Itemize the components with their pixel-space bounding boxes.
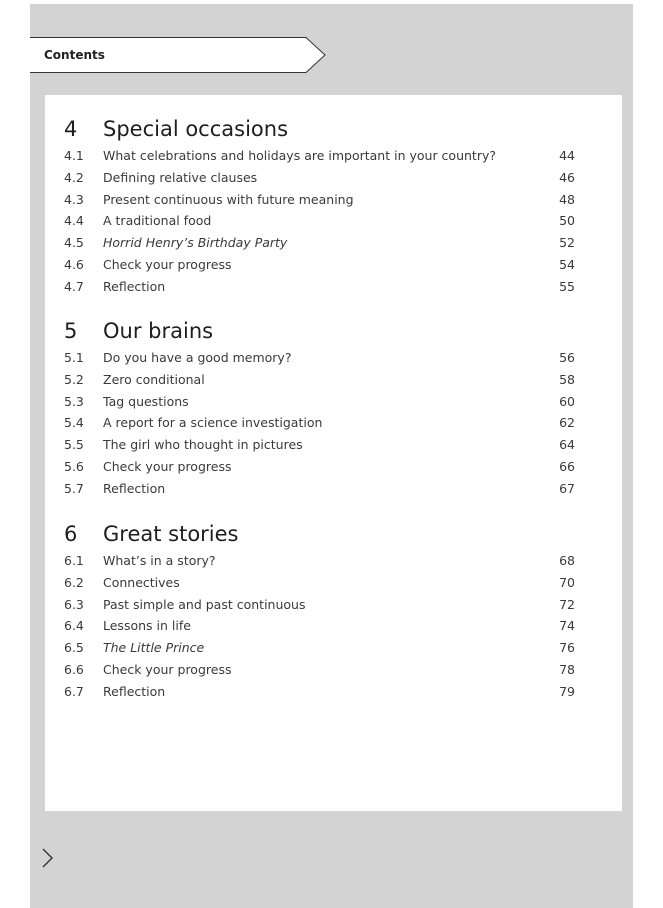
lesson-page-number: 50 [559,213,575,229]
lesson-row[interactable] [64,369,575,391]
lesson-title[interactable]: Zero conditional [103,371,205,387]
lesson-number: 5.2 [64,371,84,387]
lesson-page-number: 55 [559,278,575,294]
lesson-number: 6.5 [64,640,84,656]
lesson-number: 6.7 [64,683,84,699]
lesson-title[interactable]: Connectives [103,574,180,590]
lesson-row[interactable] [64,615,575,637]
lesson-page-number: 72 [559,596,575,612]
lesson-title[interactable]: Reflection [103,683,166,699]
lesson-title[interactable]: Check your progress [103,661,232,677]
lesson-page-number: 67 [559,480,575,496]
lesson-title[interactable]: Check your progress [103,256,232,272]
lesson-page-number: 48 [559,191,575,207]
lesson-title[interactable]: What celebrations and holidays are important in your country? [103,148,496,163]
lesson-row[interactable] [64,594,575,616]
lesson-page-number: 56 [559,350,575,365]
lesson-page-number: 46 [559,169,575,185]
lesson-page-number: 64 [559,437,575,453]
contents-tab [30,37,326,73]
lesson-page-number: 79 [559,683,575,699]
lesson-title[interactable]: What’s in a story? [103,553,216,568]
lesson-title[interactable]: Do you have a good memory? [103,350,292,365]
lesson-row[interactable] [64,232,575,254]
lesson-page-number: 76 [559,640,575,656]
lesson-row[interactable] [64,276,575,298]
lesson-number: 6.3 [64,596,84,612]
lesson-title[interactable]: The Little Prince [103,640,205,656]
lesson-title[interactable]: Lessons in life [103,618,191,634]
contents-sheet [45,95,622,811]
lesson-number: 6.4 [64,618,84,634]
lesson-title[interactable]: The girl who thought in pictures [103,437,303,453]
unit-header [64,319,575,347]
lesson-number: 6.2 [64,574,84,590]
lesson-page-number: 52 [559,235,575,251]
lesson-row[interactable] [64,210,575,232]
unit-title: Great stories [103,522,239,546]
unit-6 [64,522,575,703]
unit-title: Our brains [103,319,214,343]
lesson-page-number: 66 [559,458,575,474]
lesson-page-number: 62 [559,415,575,431]
lesson-number: 4.7 [64,278,84,294]
lesson-row[interactable] [64,412,575,434]
lesson-page-number: 44 [559,148,575,163]
lesson-number: 5.6 [64,458,84,474]
lesson-list [64,145,575,298]
lesson-number: 5.4 [64,415,84,431]
lesson-number: 6.1 [64,553,84,568]
lesson-number: 4.5 [64,235,84,251]
lesson-title[interactable]: Present continuous with future meaning [103,191,354,207]
unit-number: 4 [64,117,78,141]
lesson-row[interactable] [64,434,575,456]
lesson-page-number: 58 [559,371,575,387]
unit-4 [64,117,575,298]
lesson-number: 4.3 [64,191,84,207]
lesson-page-number: 68 [559,553,575,568]
lesson-row[interactable] [64,659,575,681]
lesson-row[interactable] [64,572,575,594]
lesson-page-number: 74 [559,618,575,634]
lesson-page-number: 78 [559,661,575,677]
lesson-number: 4.1 [64,148,84,163]
lesson-row[interactable] [64,637,575,659]
chevron-right-icon[interactable] [41,847,55,869]
unit-header [64,117,575,145]
lesson-number: 4.4 [64,213,84,229]
contents-label: Contents [44,48,105,62]
lesson-title[interactable]: Defining relative clauses [103,169,258,185]
lesson-title[interactable]: Tag questions [103,393,189,409]
lesson-page-number: 60 [559,393,575,409]
lesson-number: 4.6 [64,256,84,272]
lesson-row[interactable] [64,145,575,167]
lesson-number: 4.2 [64,169,84,185]
lesson-title[interactable]: A report for a science investigation [103,415,323,431]
lesson-title[interactable]: Check your progress [103,458,232,474]
lesson-row[interactable] [64,456,575,478]
lesson-number: 5.1 [64,350,84,365]
lesson-title[interactable]: Reflection [103,278,166,294]
lesson-number: 5.7 [64,480,84,496]
lesson-number: 5.5 [64,437,84,453]
lesson-title[interactable]: A traditional food [103,213,212,229]
lesson-number: 5.3 [64,393,84,409]
lesson-row[interactable] [64,254,575,276]
lesson-row[interactable] [64,347,575,369]
unit-number: 6 [64,522,78,546]
lesson-row[interactable] [64,550,575,572]
lesson-title[interactable]: Horrid Henry’s Birthday Party [103,235,288,251]
lesson-row[interactable] [64,167,575,189]
unit-number: 5 [64,319,78,343]
lesson-row[interactable] [64,681,575,703]
lesson-page-number: 54 [559,256,575,272]
lesson-row[interactable] [64,391,575,413]
lesson-list [64,347,575,500]
lesson-list [64,550,575,703]
lesson-title[interactable]: Past simple and past continuous [103,596,306,612]
lesson-title[interactable]: Reflection [103,480,166,496]
lesson-page-number: 70 [559,574,575,590]
unit-title: Special occasions [103,117,289,141]
unit-header [64,522,575,550]
unit-5 [64,319,575,500]
lesson-row[interactable] [64,189,575,211]
lesson-row[interactable] [64,478,575,500]
lesson-number: 6.6 [64,661,84,677]
